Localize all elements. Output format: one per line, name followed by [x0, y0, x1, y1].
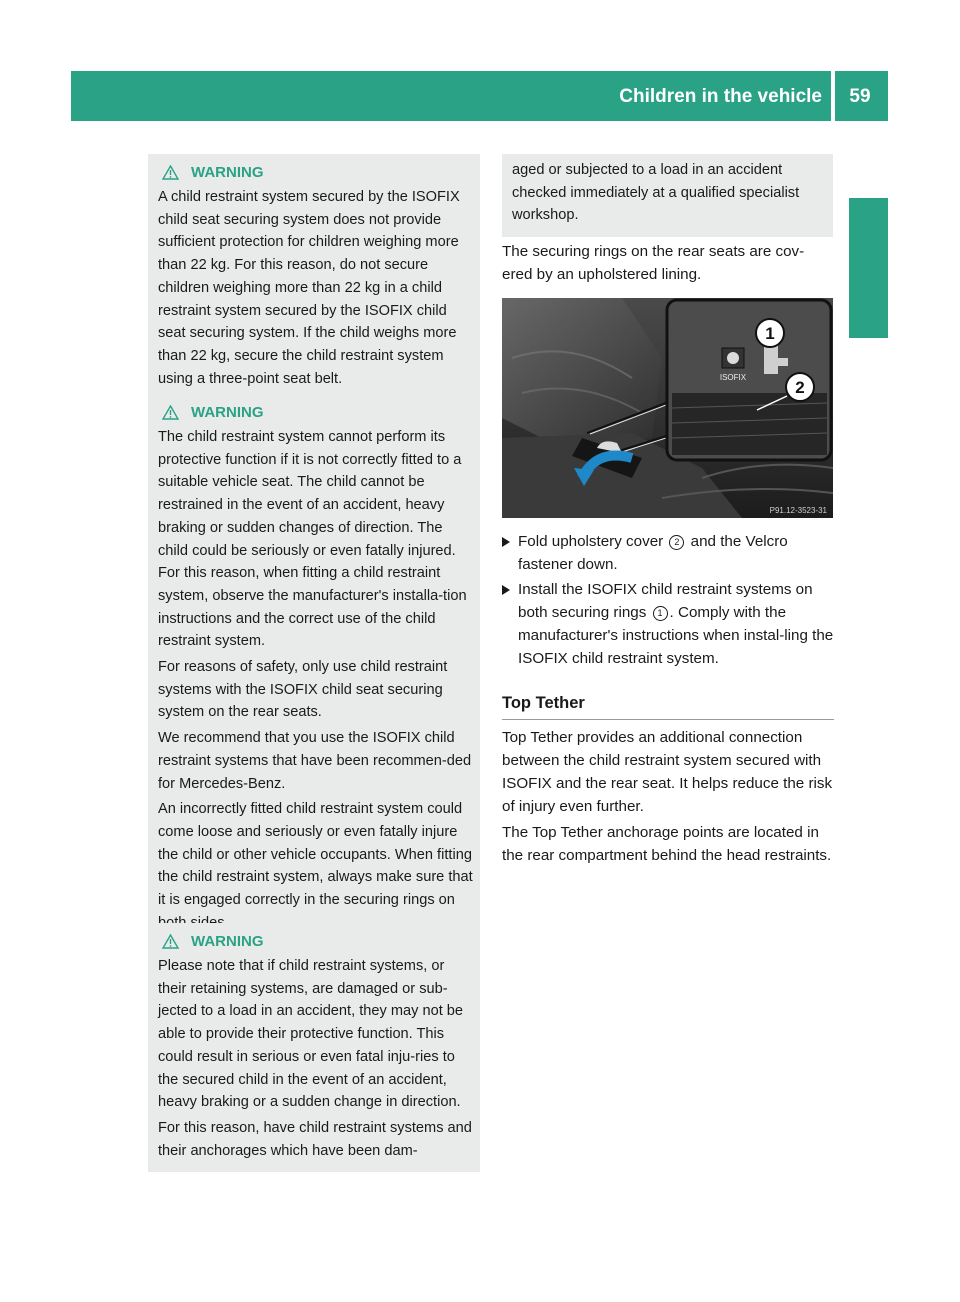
step-text: . Comply with the manufacturer's instructions when instal-ling the ISOFIX child restraint system. [518, 604, 834, 667]
section-heading-top-tether: Top Tether [502, 694, 834, 720]
isofix-illustration [502, 298, 833, 518]
warning-heading [158, 931, 473, 953]
top-tether-text [502, 726, 834, 867]
warning-text-continued: aged or subjected to a load in an accident checked immediately at a qualified specialist workshop. [512, 162, 800, 224]
isofix-rings-photo [502, 298, 833, 518]
step-text: Fold upholstery cover [518, 533, 668, 550]
warning-text: For this reason, have child restraint systems and their anchorages which have been dam- [158, 1119, 472, 1159]
top-tether-paragraph: The Top Tether anchorage points are located in the rear compartment behind the head restraints. [502, 824, 832, 864]
warning-triangle-icon [162, 934, 179, 949]
warning-box-fitting [148, 394, 480, 944]
callout-ref-2: 2 [669, 535, 684, 550]
warning-triangle-icon [162, 405, 179, 420]
page-title: Children in the vehicle [619, 86, 822, 107]
top-tether-paragraph: Top Tether provides an additional connection between the child restraint system secured with ISOFIX and the rear seat. It helps reduce the risk of injury even further. [502, 729, 833, 815]
image-reference-code: P91.12-3523-31 [769, 506, 827, 515]
section-tab-label: Safety [857, 236, 880, 300]
step-arrow-icon [502, 585, 510, 595]
intro-text: The securing rings on the rear seats are cov-ered by an upholstered lining. [502, 243, 805, 283]
instruction-step [502, 530, 834, 576]
intro-text-block [502, 240, 834, 286]
warning-text: We recommend that you use the ISOFIX child restraint systems that have been recommen-ded for Mercedes-Benz. [158, 730, 472, 792]
warning-heading [158, 162, 473, 184]
isofix-badge-text: ISOFIX [719, 373, 747, 382]
warning-text: For reasons of safety, only use child restraint systems with the ISOFIX child seat securing system on the rear seats. [158, 659, 448, 721]
warning-label: WARNING [191, 404, 264, 421]
callout-1: 1 [765, 324, 775, 343]
warning-heading [158, 402, 473, 424]
step-arrow-icon [502, 537, 510, 547]
step-text: and the Velcro fastener down. [518, 533, 788, 573]
warning-text: Please note that if child restraint systems, or their retaining systems, are damaged or sub-jected to a load in an accident, they may not be able to provide their protective function. This could result in serious or even fatal inju-ries to the secured child in the event of an accident, heavy braking or a sudden change in direction. [158, 958, 464, 1111]
step-text: Install the ISOFIX child restraint systems on both securing rings [518, 581, 813, 621]
warning-text: The child restraint system cannot perform its protective function if it is not correctly fitted to a suitable vehicle seat. The child cannot be restrained in the event of an accident, heavy braking or sudden changes of direction. The child could be seriously or even fatally injured. For this reason, when fitting a child restraint system, observe the manufacturer's installa-tion instructions and the correct use of the child restraint system. [158, 429, 467, 650]
warning-text: A child restraint system secured by the ISOFIX child seat securing system does not provide sufficient protection for children weighing more than 22 kg. For this reason, do not secure children weighing more than 22 kg in a child restraint system secured by the ISOFIX child seat securing system. If the child weighs more than 22 kg, secure the child restraint system using a three-point seat belt. [158, 189, 460, 387]
warning-triangle-icon [162, 165, 179, 180]
warning-box-isofix-weight [148, 154, 480, 400]
callout-2: 2 [795, 378, 805, 397]
warning-text: An incorrectly fitted child restraint system could come loose and seriously or even fatally injure the child or other vehicle occupants. When fitting the child restraint system, always make sure that it is engaged correctly in the securing rings on [158, 801, 473, 909]
callout-ref-1: 1 [653, 606, 668, 621]
warning-label: WARNING [191, 164, 264, 181]
instruction-step [502, 578, 834, 670]
warning-box-continued [502, 154, 833, 237]
page-number: 59 [849, 86, 871, 107]
warning-label: WARNING [191, 933, 264, 950]
instruction-steps [502, 530, 834, 670]
warning-box-damage [148, 923, 480, 1172]
